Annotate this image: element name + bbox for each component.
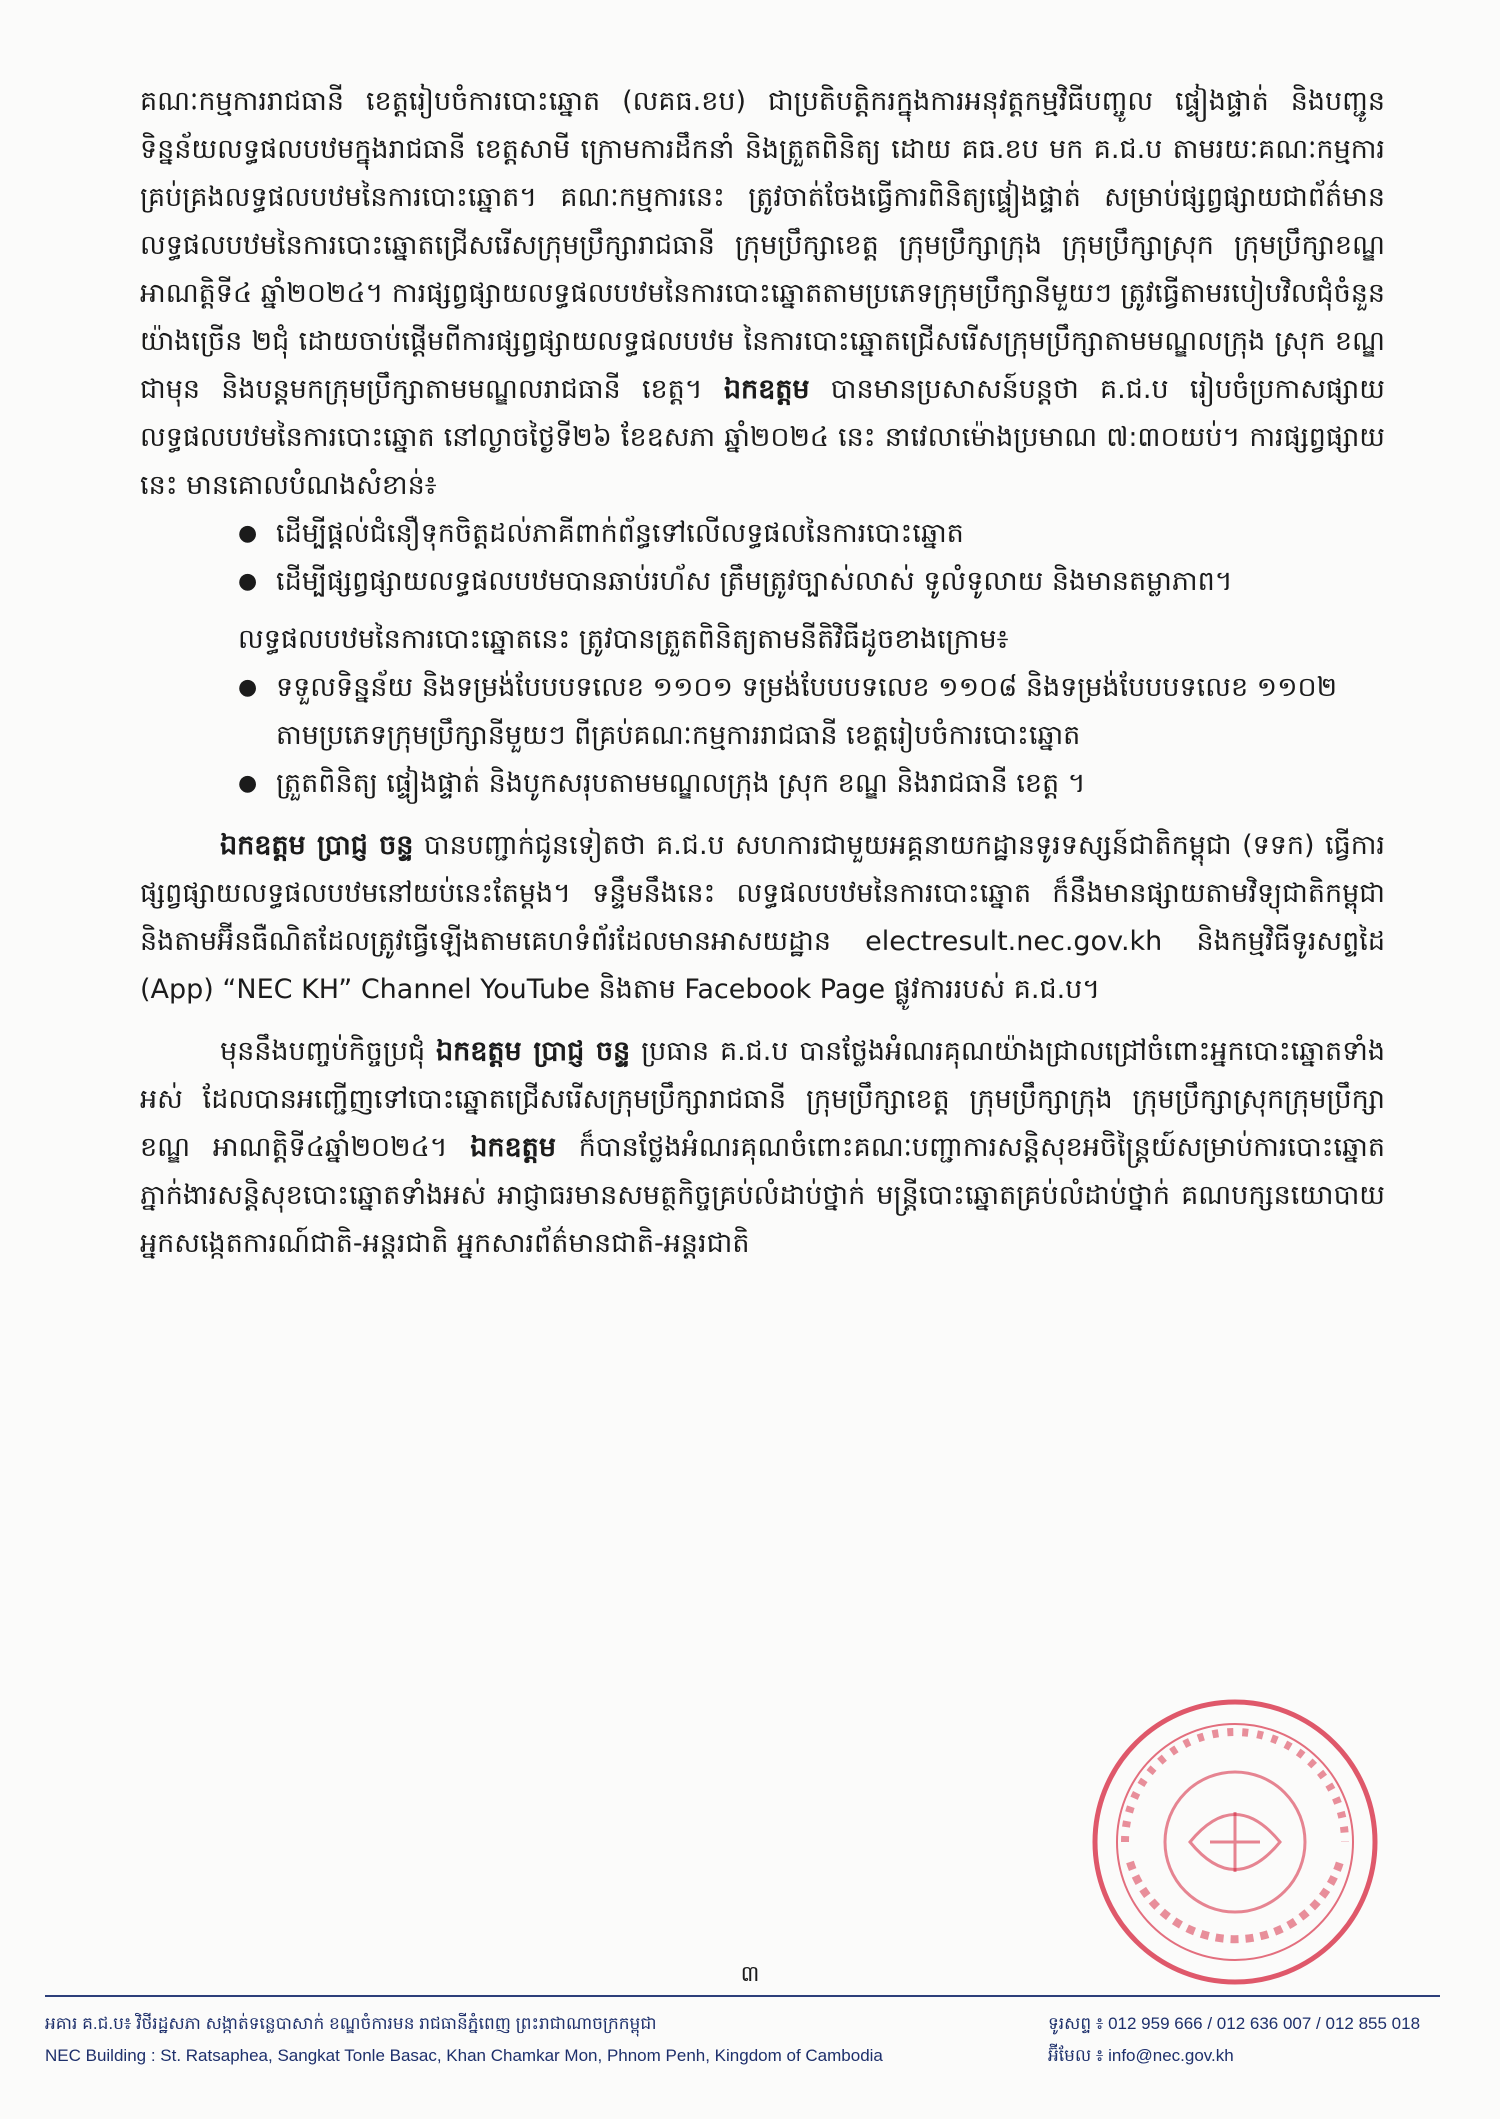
list-item: ● ទទួលទិន្នន័យ និងទម្រង់បែបបទលេខ ១១០១ ទម្រង់បែបបទលេខ ១១០៨ និងទម្រង់បែបបទលេខ ១១០២ តាមប្រភេទក្រុមប្រឹក្សានីមួយៗ ពីគ្រប់គណៈកម្មការរាជធានី ខេត្តរៀបចំការបោះឆ្នោត (238, 672, 1338, 751)
footer-divider (45, 1995, 1440, 1997)
paragraph-4-head: មុននឹងបញ្ចប់កិច្ចប្រជុំ (220, 1036, 426, 1067)
list-item: ● ដើម្បីផ្តល់ជំនឿទុកចិត្តដល់ភាគីពាក់ព័ន្ធទៅលើលទ្ធផលនៃការបោះឆ្នោត (238, 518, 964, 549)
paragraph-5-text: ក៏បានថ្លែងអំណរគុណចំពោះគណៈបញ្ជាការសន្តិសុខអចិន្ត្រៃយ៍សម្រាប់ការបោះឆ្នោត ភ្នាក់ងារសន្តិសុខបោះឆ្នោតទាំងអស់ អាជ្ញាធរមានសមត្ថកិច្ចគ្រប់លំដាប់ថ្នាក់ មន្ត្រីបោះឆ្នោតគ្រប់លំដាប់ថ្នាក់ គណបក្សនយោបាយ អ្នកសង្កេតការណ៍ជាតិ-អន្តរជាតិ អ្នកសារព័ត៌មានជាតិ-អន្តរជាតិ (140, 1132, 1385, 1259)
paragraph-1-text: គណៈកម្មការរាជធានី ខេត្តរៀបចំការបោះឆ្នោត (លគធ.ខប) ជាប្រតិបត្តិករក្នុងការអនុវត្តកម្មវិធីបញ្ចូល ផ្ទៀងផ្ទាត់ និងបញ្ជូនទិន្នន័យលទ្ធផលបឋមក្នុងរាជធានី ខេត្តសាមី ក្រោមការដឹកនាំ និងត្រួតពិនិត្យ ដោយ គធ.ខប មក គ.ជ.ប តាមរយៈគណៈកម្មការគ្រប់គ្រងលទ្ធផលបឋមនៃការបោះឆ្នោត។ គណៈកម្មការនេះ ត្រូវចាត់ចែងធ្វើការពិនិត្យផ្ទៀងផ្ទាត់ សម្រាប់ផ្សព្វផ្សាយជាព័ត៌មានលទ្ធផលបឋមនៃការបោះឆ្នោតជ្រើសរើសក្រុមប្រឹក្សារាជធានី ក្រុមប្រឹក្សាខេត្ត ក្រុមប្រឹក្សាក្រុង ក្រុមប្រឹក្សាស្រុក ក្រុមប្រឹក្សាខណ្ឌ អាណត្តិទី៤ ឆ្នាំ២០២៤។ ការផ្សព្វផ្សាយលទ្ធផលបឋមនៃការបោះឆ្នោតតាមប្រភេទក្រុមប្រឹក្សានីមួយៗ ត្រូវធ្វើតាមរបៀបវិលជុំចំនួនយ៉ាងច្រើន ២ជុំ ដោយចាប់ផ្តើមពីការផ្សព្វផ្សាយលទ្ធផលបឋម នៃការបោះឆ្នោតជ្រើសរើសក្រុមប្រឹក្សាតាមមណ្ឌលក្រុង ស្រុក ខណ្ឌជាមុន និងបន្តមកក្រុមប្រឹក្សាតាមមណ្ឌលរាជធានី ខេត្ត។ (140, 86, 1385, 405)
paragraph-3-text: បានបញ្ជាក់ជូនទៀតថា គ.ជ.ប សហការជាមួយអគ្គនាយកដ្ឋានទូរទស្សន៍ជាតិកម្ពុជា (ទទក) ធ្វើការផ្សព្វផ្សាយលទ្ធផលបឋមនៅយប់នេះតែម្តង។ ទន្ទឹមនឹងនេះ លទ្ធផលបឋមនៃការបោះឆ្នោត ក៏នឹងមានផ្សាយតាមវិទ្យុជាតិកម្ពុជា និងតាមអ៊ីនធឺណិតដែលត្រូវធ្វើឡើងតាមគេហទំព័រដែលមានអាសយដ្ឋាន electresult.nec.gov.kh និងកម្មវិធីទូរសព្ទដៃ (App) “NEC KH” Channel YouTube និងតាម Facebook Page ផ្លូវការរបស់ គ.ជ.ប។ (140, 830, 1385, 1005)
list-item-text: ទទួលទិន្នន័យ និងទម្រង់បែបបទលេខ ១១០១ ទម្រង់បែបបទលេខ ១១០៨ និងទម្រង់បែបបទលេខ ១១០២ តាមប្រភេទក្រុមប្រឹក្សានីមួយៗ ពីគ្រប់គណៈកម្មការរាជធានី ខេត្តរៀបចំការបោះឆ្នោត (276, 672, 1338, 751)
official-seal-icon (1070, 1692, 1400, 1992)
procedure-heading: លទ្ធផលបឋមនៃការបោះឆ្នោតនេះ ត្រូវបានត្រួតពិនិត្យតាមនីតិវិធីដូចខាងក្រោម៖ (238, 624, 1009, 655)
list-item: ● ត្រួតពិនិត្យ ផ្ទៀងផ្ទាត់ និងបូកសរុបតាមមណ្ឌលក្រុង ស្រុក ខណ្ឌ និងរាជធានី ខេត្ត ។ (238, 768, 1086, 799)
paragraph-5-bold: ឯកឧត្តម (470, 1132, 556, 1163)
procedure-list (140, 664, 1385, 808)
footer-address (45, 2008, 883, 2072)
paragraph-3 (140, 822, 1385, 1014)
footer-phone: ទូរសព្ទ ៖ 012 959 666 / 012 636 007 / 012 855 018 (1048, 2014, 1421, 2033)
footer-address-en: NEC Building : St. Ratsaphea, Sangkat Tonle Basac, Khan Chamkar Mon, Phnom Penh, Kingdom of Cambodia (45, 2046, 883, 2065)
paragraph-3-bold: ឯកឧត្តម ប្រាជ្ញ ចន្ទ (220, 830, 414, 861)
footer-email: អ៊ីមែល ៖ info@nec.gov.kh (1048, 2046, 1234, 2065)
document-body (140, 78, 1385, 1268)
footer-address-km: អគារ គ.ជ.ប៖ វិថីរដ្ឋសភា សង្កាត់ទន្លេបាសាក់ ខណ្ឌចំការមន រាជធានីភ្នំពេញ ព្រះរាជាណាចក្រកម្ពុជា (45, 2014, 657, 2033)
paragraph-1-tail: បានមានប្រសាសន៍បន្តថា គ.ជ.ប រៀបចំប្រកាសផ្សាយលទ្ធផលបឋមនៃការបោះឆ្នោត នៅល្ងាចថ្ងៃទី២៦ ខែឧសភា ឆ្នាំ២០២៤ នេះ នាវេលាម៉ោងប្រមាណ ៧:៣០យប់។ ការផ្សព្វផ្សាយនេះ មានគោលបំណងសំខាន់៖ (140, 374, 1385, 501)
list-item-text: ត្រួតពិនិត្យ ផ្ទៀងផ្ទាត់ និងបូកសរុបតាមមណ្ឌលក្រុង ស្រុក ខណ្ឌ និងរាជធានី ខេត្ត ។ (276, 768, 1086, 799)
list-item-text: ដើម្បីផ្តល់ជំនឿទុកចិត្តដល់ភាគីពាក់ព័ន្ធទៅលើលទ្ធផលនៃការបោះឆ្នោត (276, 518, 964, 549)
paragraph-4 (140, 1028, 1385, 1268)
footer-contact (1048, 2008, 1420, 2072)
page-number: ៣ (740, 1962, 760, 1987)
purpose-list (140, 510, 1385, 606)
paragraph-1-bold: ឯកឧត្តម (723, 374, 810, 405)
paragraph-4-text: ប្រធាន គ.ជ.ប បានថ្លែងអំណរគុណយ៉ាងជ្រាលជ្រៅចំពោះអ្នកបោះឆ្នោតទាំងអស់ ដែលបានអញ្ជើញទៅបោះឆ្នោតជ្រើសរើសក្រុមប្រឹក្សារាជធានី ក្រុមប្រឹក្សាខេត្ត ក្រុមប្រឹក្សាក្រុង ក្រុមប្រឹក្សាស្រុកក្រុមប្រឹក្សាខណ្ឌ អាណត្តិទី៤ឆ្នាំ២០២៤។ (140, 1036, 1385, 1163)
paragraph-4-bold: ឯកឧត្តម ប្រាជ្ញ ចន្ទ (436, 1036, 631, 1067)
paragraph-1 (140, 78, 1385, 510)
list-item: ● ដើម្បីផ្សព្វផ្សាយលទ្ធផលបឋមបានឆាប់រហ័ស ត្រឹមត្រូវច្បាស់លាស់ ទូលំទូលាយ និងមានតម្លាភាព។ (238, 566, 1233, 597)
list-item-text: ដើម្បីផ្សព្វផ្សាយលទ្ធផលបឋមបានឆាប់រហ័ស ត្រឹមត្រូវច្បាស់លាស់ ទូលំទូលាយ និងមានតម្លាភាព។ (276, 566, 1233, 597)
